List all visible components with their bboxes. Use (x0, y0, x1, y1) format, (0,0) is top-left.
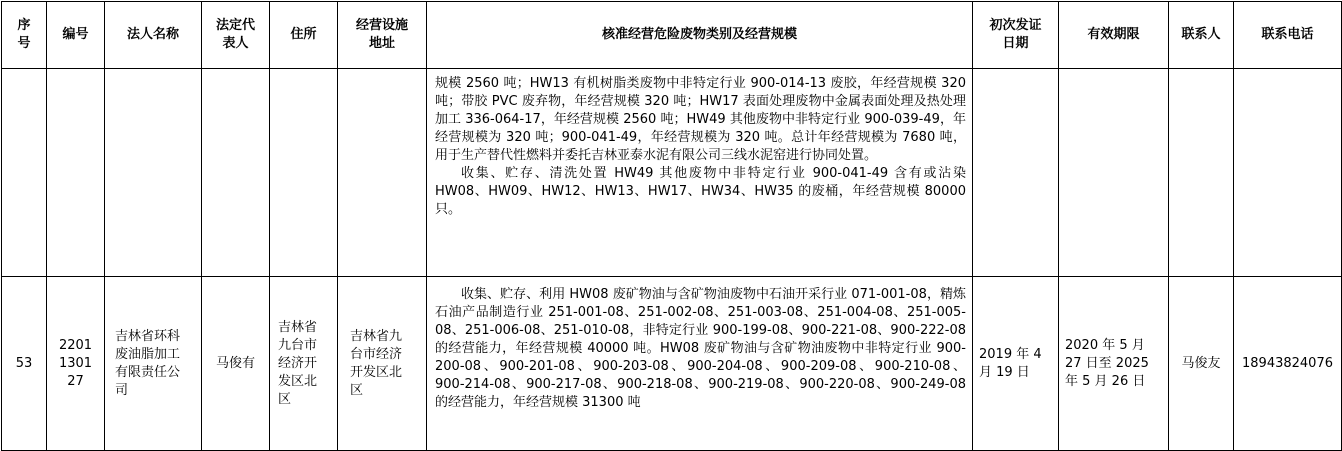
header-phone: 联系电话 (1234, 2, 1342, 69)
header-scope: 核准经营危险废物类别及经营规模 (427, 2, 973, 69)
cell-name (105, 69, 202, 277)
header-facility: 经营设施地址 (338, 2, 427, 69)
cell-scope (427, 69, 973, 277)
cell-rep: 马俊有 (202, 277, 270, 451)
header-code: 编号 (47, 2, 105, 69)
table-row (2, 277, 1342, 451)
cell-phone (1234, 69, 1342, 277)
cell-addr (270, 69, 338, 277)
cell-rep (202, 69, 270, 277)
cell-addr: 吉林省九台市经济开发区北区 (270, 277, 338, 451)
header-rep: 法定代表人 (202, 2, 270, 69)
cell-contact: 马俊友 (1169, 277, 1234, 451)
cell-phone: 18943824076 (1234, 277, 1342, 451)
header-first-date: 初次发证日期 (973, 2, 1059, 69)
hazardous-waste-license-table (1, 1, 1342, 451)
cell-first-date (973, 69, 1059, 277)
scope-paragraph: 收集、贮存、清洗处置 HW49 其他废物中非特定行业 900-041-49 含有或沾染 HW08、HW09、HW12、HW13、HW17、HW34、HW35 的废桶，年经营规模 80000 只。 (435, 166, 966, 217)
cell-first-date: 2019 年 4 月 19 日 (973, 277, 1059, 451)
header-validity: 有效期限 (1059, 2, 1169, 69)
cell-seq (2, 69, 47, 277)
header-addr: 住所 (270, 2, 338, 69)
cell-facility (338, 69, 427, 277)
table-row (2, 69, 1342, 277)
header-contact: 联系人 (1169, 2, 1234, 69)
cell-validity (1059, 69, 1169, 277)
scope-paragraph: 规模 2560 吨；HW13 有机树脂类废物中非特定行业 900-014-13 废胶，年经营规模 320 吨；带胶 PVC 废弃物，年经营规模 320 吨；HW17 表面处理废物中金属表面处理及热处理加工 336-064-17，年经营规模 2560 吨；HW49 其他废物中非特定行业 900-039-49，年经营规模为 320 吨；900-041-49，年经营规模为 320 吨。总计年经营规模为 7680 吨，用于生产替代性燃料并委托吉林亚泰水泥有限公司三线水泥窑进行协同处置。 (435, 76, 966, 163)
header-row (2, 2, 1342, 69)
cell-facility: 吉林省九台市经济开发区北区 (338, 277, 427, 451)
header-seq: 序号 (2, 2, 47, 69)
cell-scope (427, 277, 973, 451)
cell-name: 吉林省环科废油脂加工有限责任公司 (105, 277, 202, 451)
scope-paragraph: 收集、贮存、利用 HW08 废矿物油与含矿物油废物中石油开采行业 071-001-08，精炼石油产品制造行业 251-001-08、251-002-08、251-003-08、251-004-08、251-005-08、251-006-08、251-010-08，非特定行业 900-199-08、900-221-08、900-222-08 的经营能力，年经营规模 40000 吨。HW08 废矿物油与含矿物油废物中非特定行业 900-200-08、900-201-08、900-203-08、900-204-08、900-209-08、900-210-08、900-214-08、900-217-08、900-218-08、900-219-08、900-220-08、900-249-08 的经营能力，年经营规模 31300 吨 (435, 287, 966, 410)
cell-code (47, 69, 105, 277)
cell-seq: 53 (2, 277, 47, 451)
header-name: 法人名称 (105, 2, 202, 69)
cell-code: 2201130127 (47, 277, 105, 451)
cell-contact (1169, 69, 1234, 277)
cell-validity: 2020 年 5 月 27 日至 2025 年 5 月 26 日 (1059, 277, 1169, 451)
